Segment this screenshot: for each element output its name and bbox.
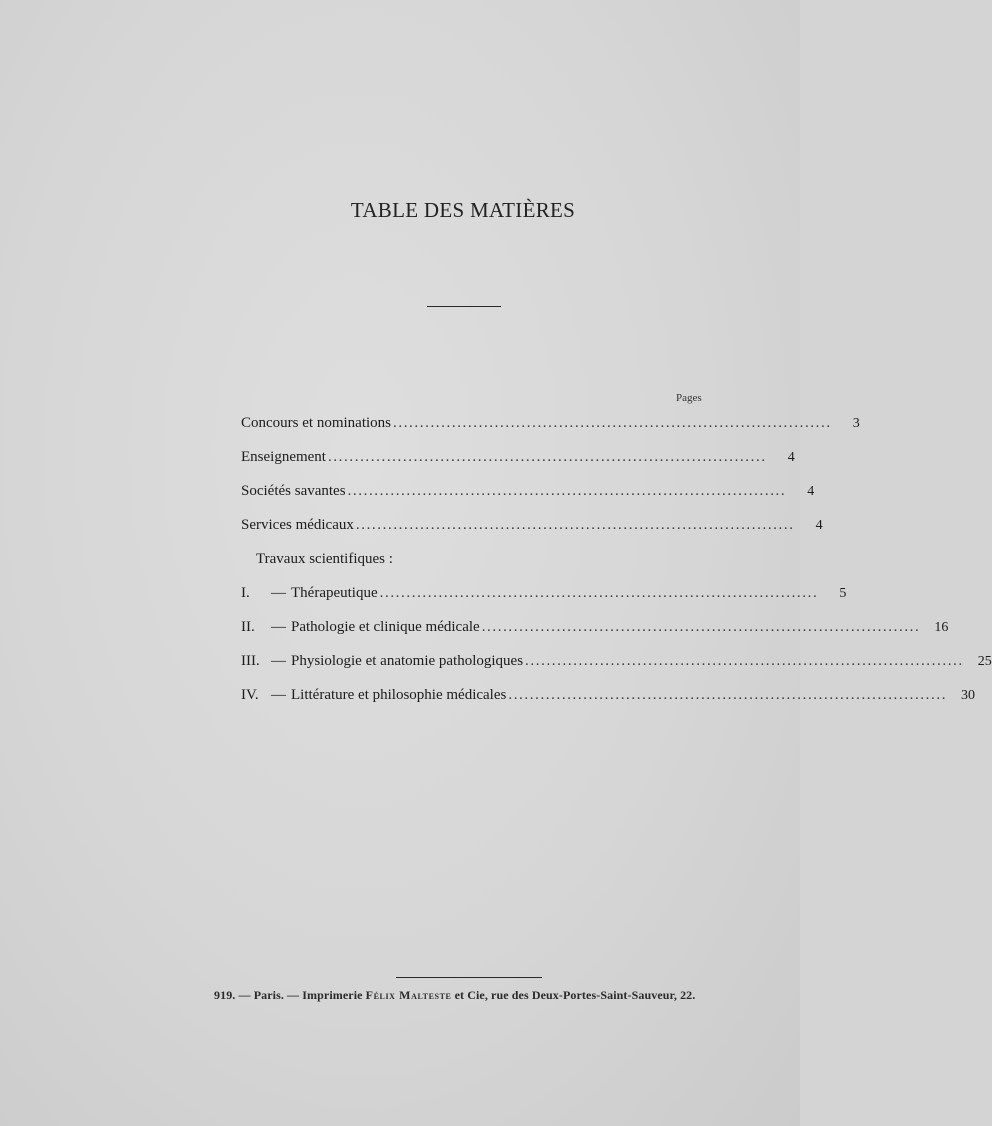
toc-entry-page: 4 [807, 484, 815, 499]
toc-entry [241, 478, 815, 512]
em-dash: — [271, 687, 286, 703]
table-of-contents [241, 410, 992, 716]
toc-subentry-label: Pathologie et clinique médicale [291, 619, 480, 635]
roman-numeral: III. [241, 653, 260, 669]
toc-subentry-label-group [241, 682, 508, 708]
toc-entry-page: 4 [787, 450, 795, 465]
printer-imprint [214, 988, 695, 1003]
toc-subentry [241, 580, 847, 614]
printer-name: Félix Malteste [365, 988, 452, 1002]
toc-subheading: Travaux scientifiques : [256, 551, 393, 567]
dot-leader: .................................................................................. [481, 619, 921, 635]
dot-leader: .................................................................................. [355, 517, 795, 533]
toc-subentry-page: 30 [961, 688, 976, 703]
pages-column-header: Pages [676, 392, 702, 404]
dot-leader: .................................................................................. [379, 585, 819, 601]
toc-entry-label: Concours et nominations [241, 415, 391, 431]
roman-numeral: I. [241, 585, 250, 601]
dot-leader: .................................................................................. [327, 449, 767, 465]
toc-entry [241, 410, 860, 444]
dot-leader: .................................................................................. [508, 687, 948, 703]
title-divider [427, 306, 501, 307]
dot-leader: .................................................................................. [393, 415, 832, 431]
em-dash: — [271, 619, 286, 635]
toc-entry [241, 444, 795, 478]
toc-subentry-label-group [241, 614, 482, 640]
toc-subentry-label: Physiologie et anatomie pathologiques [291, 653, 524, 669]
imprint-prefix: 919. — Paris. — Imprimerie [214, 988, 366, 1002]
toc-subentry-page: 25 [977, 654, 992, 669]
toc-subentry-label: Littérature et philosophie médicales [291, 687, 507, 703]
toc-entry-label: Services médicaux [241, 517, 354, 533]
toc-entry-page: 3 [852, 416, 860, 431]
toc-entry-label: Enseignement [241, 449, 326, 465]
toc-subentry-page: 16 [934, 620, 949, 635]
dot-leader: .................................................................................. [347, 483, 787, 499]
toc-subentry-page: 5 [839, 586, 847, 601]
footer-divider [396, 977, 542, 978]
toc-subentry-label-group [241, 648, 525, 674]
imprint-suffix: et Cie, rue des Deux-Portes-Saint-Sauveur, 22. [451, 988, 696, 1002]
dot-leader: .................................................................................. [525, 653, 964, 669]
toc-subentry-label: Thérapeutique [291, 585, 378, 601]
roman-numeral: II. [241, 619, 255, 635]
toc-subentry [241, 614, 949, 648]
toc-entry-label: Sociétés savantes [241, 483, 346, 499]
toc-subentry [241, 682, 976, 716]
em-dash: — [271, 585, 286, 601]
roman-numeral: IV. [241, 687, 259, 703]
page-title: TABLE DES MATIÈRES [350, 198, 576, 222]
toc-subentry [241, 648, 992, 682]
toc-entry-page: 4 [815, 518, 823, 533]
toc-subentry-label-group [241, 580, 380, 606]
toc-entry [241, 512, 823, 546]
em-dash: — [271, 653, 286, 669]
